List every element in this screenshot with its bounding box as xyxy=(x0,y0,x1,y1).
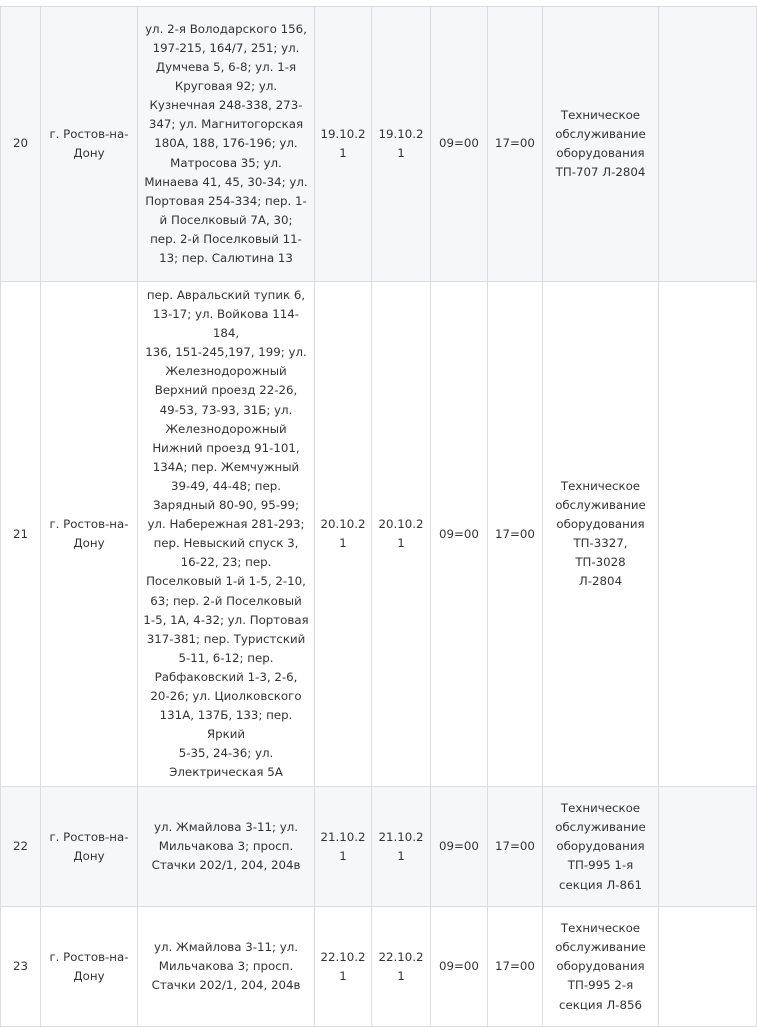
end-time-cell: 17=00 xyxy=(488,7,543,282)
table-row xyxy=(1,907,757,1027)
address-cell: ул. 2-я Володарского 156, 197-215, 164/7, 251; ул. Думчева 5, 6-8; ул. 1-я Круговая 92; ул. Кузнечная 248-338, 273- 347; ул. Магнитогорская 180А, 188, 176-196; ул. Матросова 35; ул. Минаева 41, 45, 30-34; ул. Портовая 254-334; пер. 1- й Поселковый 7А, 30; пер. 2-й Поселковый 11- 13; пер. Салютина 13 xyxy=(138,7,315,282)
start-time-cell: 09=00 xyxy=(431,907,488,1027)
end-time-cell: 17=00 xyxy=(488,282,543,787)
table-row xyxy=(1,7,757,282)
start-date-cell: 19.10.21 xyxy=(315,7,372,282)
note-cell xyxy=(659,282,757,787)
note-cell xyxy=(659,7,757,282)
row-number: 20 xyxy=(1,7,41,282)
table-row xyxy=(1,787,757,907)
start-date-cell: 21.10.21 xyxy=(315,787,372,907)
start-date-cell: 22.10.21 xyxy=(315,907,372,1027)
start-time-cell: 09=00 xyxy=(431,7,488,282)
end-date-cell: 20.10.21 xyxy=(372,282,431,787)
end-date-cell: 19.10.21 xyxy=(372,7,431,282)
end-date-cell: 21.10.21 xyxy=(372,787,431,907)
start-time-cell: 09=00 xyxy=(431,787,488,907)
address-cell: ул. Жмайлова 3-11; ул. Мильчакова 3; просп. Стачки 202/1, 204, 204в xyxy=(138,787,315,907)
start-time-cell: 09=00 xyxy=(431,282,488,787)
city-cell: г. Ростов-на-Дону xyxy=(41,7,138,282)
outage-schedule-table xyxy=(0,6,757,1027)
start-date-cell: 20.10.21 xyxy=(315,282,372,787)
work-description-cell: Техническое обслуживание оборудования ТП-3327, ТП-3028 Л-2804 xyxy=(543,282,659,787)
work-description-cell: Техническое обслуживание оборудования ТП-995 2-я секция Л-856 xyxy=(543,907,659,1027)
city-cell: г. Ростов-на-Дону xyxy=(41,907,138,1027)
city-cell: г. Ростов-на-Дону xyxy=(41,787,138,907)
table-row xyxy=(1,282,757,787)
work-description-cell: Техническое обслуживание оборудования ТП-707 Л-2804 xyxy=(543,7,659,282)
city-cell: г. Ростов-на-Дону xyxy=(41,282,138,787)
work-description-cell: Техническое обслуживание оборудования ТП-995 1-я секция Л-861 xyxy=(543,787,659,907)
address-cell: ул. Жмайлова 3-11; ул. Мильчакова 3; просп. Стачки 202/1, 204, 204в xyxy=(138,907,315,1027)
end-date-cell: 22.10.21 xyxy=(372,907,431,1027)
row-number: 23 xyxy=(1,907,41,1027)
row-number: 21 xyxy=(1,282,41,787)
note-cell xyxy=(659,907,757,1027)
row-number: 22 xyxy=(1,787,41,907)
note-cell xyxy=(659,787,757,907)
address-cell: пер. Авральский тупик 6, 13-17; ул. Войкова 114-184, 136, 151-245,197, 199; ул. Железнодорожный Верхний проезд 22-26, 49-53, 73-93, 31Б; ул. Железнодорожный Нижний проезд 91-101, 134А; пер. Жемчужный 39-49, 44-48; пер. Зарядный 80-90, 95-99; ул. Набережная 281-293; пер. Невыский спуск 3, 16-22, 23; пер. Поселковый 1-й 1-5, 2-10, 63; пер. 2-й Поселковый 1-5, 1А, 4-32; ул. Портовая 317-381; пер. Туристский 5-11, 6-12; пер. Рабфаковский 1-3, 2-6, 20-26; ул. Циолковского 131А, 137Б, 133; пер. Яркий 5-35, 24-36; ул. Электрическая 5А xyxy=(138,282,315,787)
end-time-cell: 17=00 xyxy=(488,907,543,1027)
end-time-cell: 17=00 xyxy=(488,787,543,907)
